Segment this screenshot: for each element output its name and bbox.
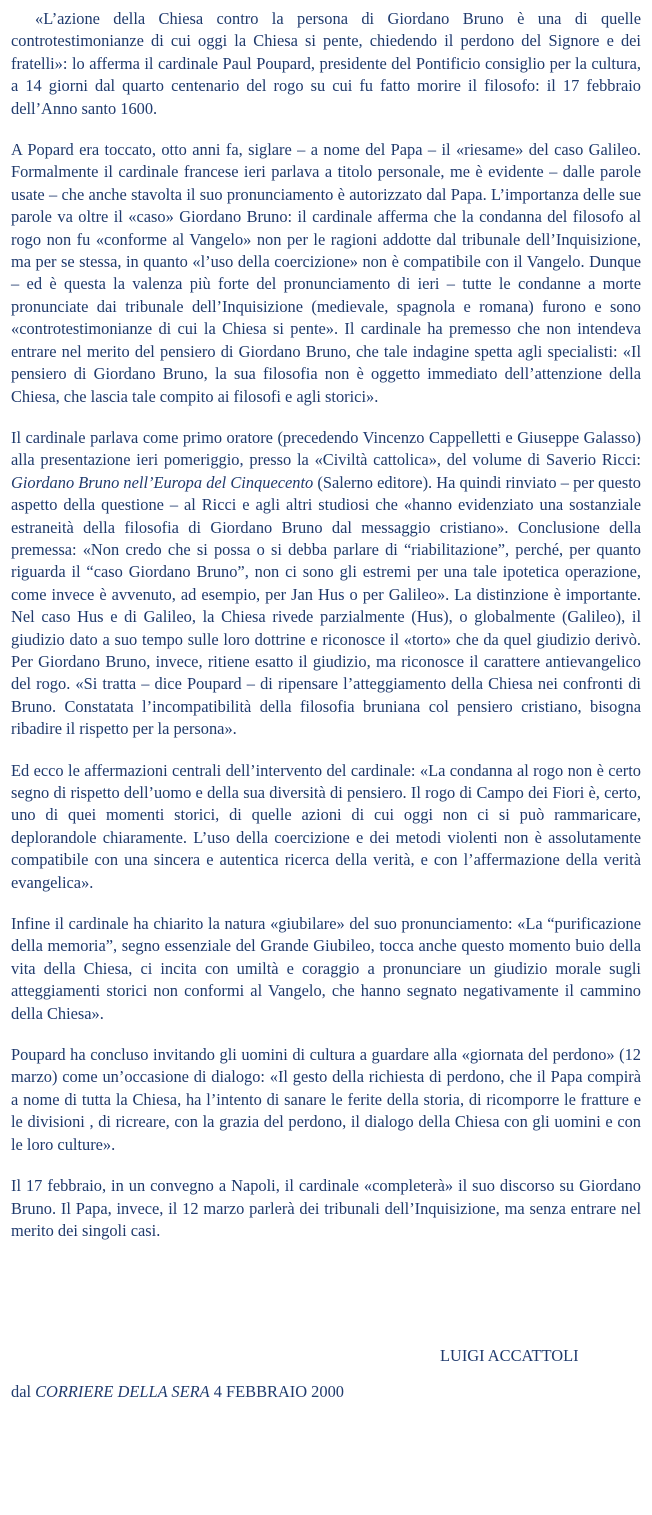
paragraph-5: Infine il cardinale ha chiarito la natura «giubilare» del suo pronunciamento: «La “purificazione della memoria”, segno essenziale del Grande Giubileo, tocca anche questo momento buio della vita della Chiesa, ci incita con umiltà e coraggio a pronunciare un giudizio morale sugli atteggiamenti storici non conformi al Vangelo, che hanno segnato negativamente il cammino della Chiesa». <box>11 914 641 1023</box>
paragraph-3-text-end: (Salerno editore). Ha quindi rinviato – per questo aspetto della questione – al Ricci e agli altri studiosi che «hanno evidenziato una sostanziale estraneità della filosofia di Giordano Bruno dal messaggio cristiano». Conclusione della premessa: «Non credo che si possa o si debba parlare di “riabilitazione”, perché, per quanto riguarda il “caso Giordano Bruno”, non ci sono gli estremi per una tale ipotetica operazione, come invece è avvenuto, ad esempio, per Jan Hus o per Galileo». La distinzione è importante. Nel caso Hus e di Galileo, la Chiesa rivede parzialmente (Hus), o globalmente (Galileo), il giudizio dato a suo tempo sulle loro dottrine e riconosce il «torto» che da quel giudizio derivò. Per Giordano Bruno, invece, ritiene esatto il giudizio, ma riconosce il carattere antievangelico del rogo. «Si tratta – dice Poupard – di ripensare l’atteggiamento della Chiesa nei confronti di Bruno. Constatata l’incompatibilità della filosofia bruniana col pensiero cristiano, bisogna ribadire il rispetto per la persona». <box>11 472 641 739</box>
source-prefix: dal <box>11 1382 36 1401</box>
paragraph-1: «L’azione della Chiesa contro la persona di Giordano Bruno è una di quelle controtestimonianze di cui oggi la Chiesa si pente, chiedendo il perdono del Signore e dei fratelli»: lo afferma il cardinale Paul Poupard, presidente del Pontificio consiglio per la cultura, a 14 giorni dal quarto centenario del rogo su cui fu fatto morire il filosofo: il 17 febbraio dell’Anno santo 1600. <box>11 9 641 118</box>
source-line <box>11 1381 344 1403</box>
article-body <box>11 8 641 1242</box>
book-title: Giordano Bruno nell’Europa del Cinquecento <box>11 472 314 492</box>
paragraph-3 <box>11 427 641 741</box>
source-date: 4 FEBBRAIO 2000 <box>209 1382 344 1401</box>
paragraph-3-text-start: Il cardinale parlava come primo oratore (precedendo Vincenzo Cappelletti e Giuseppe Galasso) alla presentazione ieri pomeriggio, presso la «Civiltà cattolica», del volume di Saverio Ricci: <box>11 427 641 470</box>
paragraph-7: Il 17 febbraio, in un convegno a Napoli, il cardinale «completerà» il suo discorso su Giordano Bruno. Il Papa, invece, il 12 marzo parlerà dei tribunali dell’Inquisizione, ma senza entrare nel merito dei singoli casi. <box>11 1176 641 1240</box>
author-signature: LUIGI ACCATTOLI <box>440 1346 579 1365</box>
newspaper-name: CORRIERE DELLA SERA <box>35 1382 210 1401</box>
paragraph-2: A Popard era toccato, otto anni fa, siglare – a nome del Papa – il «riesame» del caso Galileo. Formalmente il cardinale francese ieri parlava a titolo personale, me è evidente – dalle parole usate – che anche stavolta il suo pronunciamento è autorizzato dal Papa. L’importanza delle sue parole va oltre il «caso» Giordano Bruno: il cardinale afferma che la condanna del filosofo al rogo non fu «conforme al Vangelo» non per le ragioni addotte dal tribunale dell’Inquisizione, ma per se stessa, in quanto «l’uso della coercizione» non è compatibile con il Vangelo. Dunque – ed è questa la valenza più forte del pronunciamento di ieri – tutte le condanne a morte pronunciate dai tribunale dell’Inquisizione (medievale, spagnola e romana) furono e sono «controtestimonianze di cui la Chiesa si pente». Il cardinale ha premesso che non intendeva entrare nel merito del pensiero di Giordano Bruno, che tale indagine spetta agli specialisti: «Il pensiero di Giordano Bruno, la sua filosofia non è oggetto immediato dell’attenzione della Chiesa, che lascia tale compito ai filosofi e agli storici». <box>11 140 641 406</box>
paragraph-4: Ed ecco le affermazioni centrali dell’intervento del cardinale: «La condanna al rogo non è certo segno di rispetto dell’uomo e della sua diversità di pensiero. Il rogo di Campo dei Fiori è, certo, uno di quei momenti storici, di quelle azioni di cui oggi non ci si può rammaricare, deplorandole chiaramente. L’uso della coercizione e dei metodi violenti non è assolutamente compatibile con una sincera e autentica ricerca della verità, e con l’affermazione della verità evangelica». <box>11 760 641 892</box>
paragraph-6: Poupard ha concluso invitando gli uomini di cultura a guardare alla «giornata del perdono» (12 marzo) come un’occasione di dialogo: «Il gesto della richiesta di perdono, che il Papa compirà a nome di tutta la Chiesa, ha l’intento di sanare le ferite della storia, di ricomporre le fratture e le divisioni , di ricreare, con la grazia del perdono, il dialogo della Chiesa con gli uomini e con le loro culture». <box>11 1045 641 1154</box>
